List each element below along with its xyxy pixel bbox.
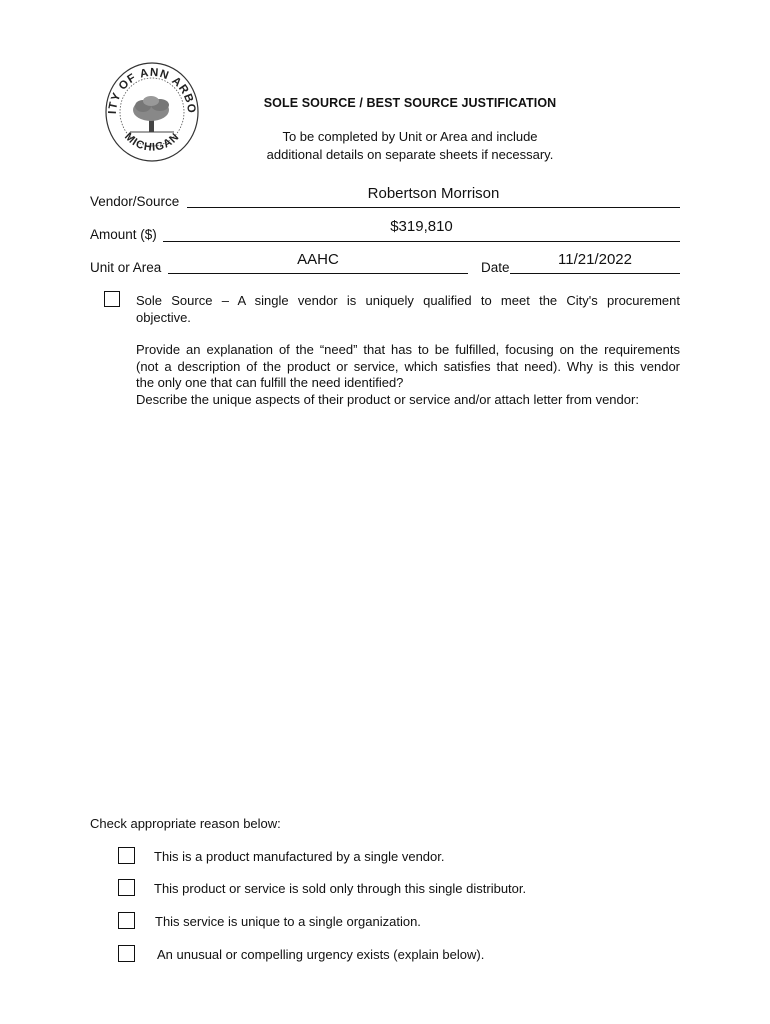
unit-label: Unit or Area bbox=[90, 260, 162, 275]
explanation-area[interactable] bbox=[136, 412, 680, 802]
date-field[interactable]: 11/21/2022 bbox=[558, 251, 632, 268]
date-label: Date bbox=[481, 260, 510, 275]
amount-field[interactable]: $319,810 bbox=[390, 218, 453, 235]
city-seal-icon bbox=[104, 60, 200, 164]
amount-label: Amount ($) bbox=[90, 227, 157, 242]
vendor-line bbox=[187, 207, 680, 208]
sole-source-line: Sole Source – A single vendor is uniquely qualified to meet the City's procurement bbox=[136, 293, 680, 308]
reason-label: This is a product manufactured by a single vendor. bbox=[154, 849, 445, 864]
form-title: SOLE SOURCE / BEST SOURCE JUSTIFICATION bbox=[263, 96, 557, 110]
explanation-line: (not a description of the product or service, which satisfies that need). Why is this vendor bbox=[136, 358, 680, 374]
form-subtitle bbox=[200, 128, 620, 164]
date-line bbox=[510, 273, 680, 274]
vendor-label: Vendor/Source bbox=[90, 194, 180, 209]
explanation-line: Describe the unique aspects of their product or service and/or attach letter from vendor: bbox=[136, 391, 639, 407]
vendor-field[interactable]: Robertson Morrison bbox=[367, 185, 500, 202]
svg-text:CITY OF ANN ARBOR: ITY OF ANN ARBO bbox=[106, 66, 198, 115]
amount-line bbox=[163, 241, 680, 242]
svg-text:MICHIGAN: MICHIGAN bbox=[122, 130, 182, 154]
sole-source-line: objective. bbox=[136, 309, 191, 325]
unit-field[interactable]: AAHC bbox=[297, 251, 339, 268]
sole-source-text bbox=[136, 293, 680, 326]
sole-source-checkbox[interactable] bbox=[104, 291, 120, 307]
explanation-line: the only one that can fulfill the need identified? bbox=[136, 375, 404, 390]
reason-checkbox-single-distributor[interactable] bbox=[118, 879, 135, 896]
subtitle-line: To be completed by Unit or Area and include bbox=[282, 129, 538, 144]
explanation-instructions bbox=[136, 342, 680, 408]
reason-label: This service is unique to a single organization. bbox=[155, 914, 421, 929]
reason-checkbox-urgency[interactable] bbox=[118, 945, 135, 962]
reasons-heading: Check appropriate reason below: bbox=[90, 816, 281, 831]
reason-label: An unusual or compelling urgency exists (explain below). bbox=[157, 947, 485, 962]
subtitle-line: additional details on separate sheets if necessary. bbox=[266, 147, 554, 162]
explanation-line: Provide an explanation of the “need” that has to be fulfilled, focusing on the requirements bbox=[136, 342, 680, 357]
city-seal-logo bbox=[104, 60, 200, 164]
reason-checkbox-unique-service[interactable] bbox=[118, 912, 135, 929]
reason-label: This product or service is sold only through this single distributor. bbox=[154, 881, 527, 896]
unit-line bbox=[168, 273, 468, 274]
reason-checkbox-single-vendor[interactable] bbox=[118, 847, 135, 864]
